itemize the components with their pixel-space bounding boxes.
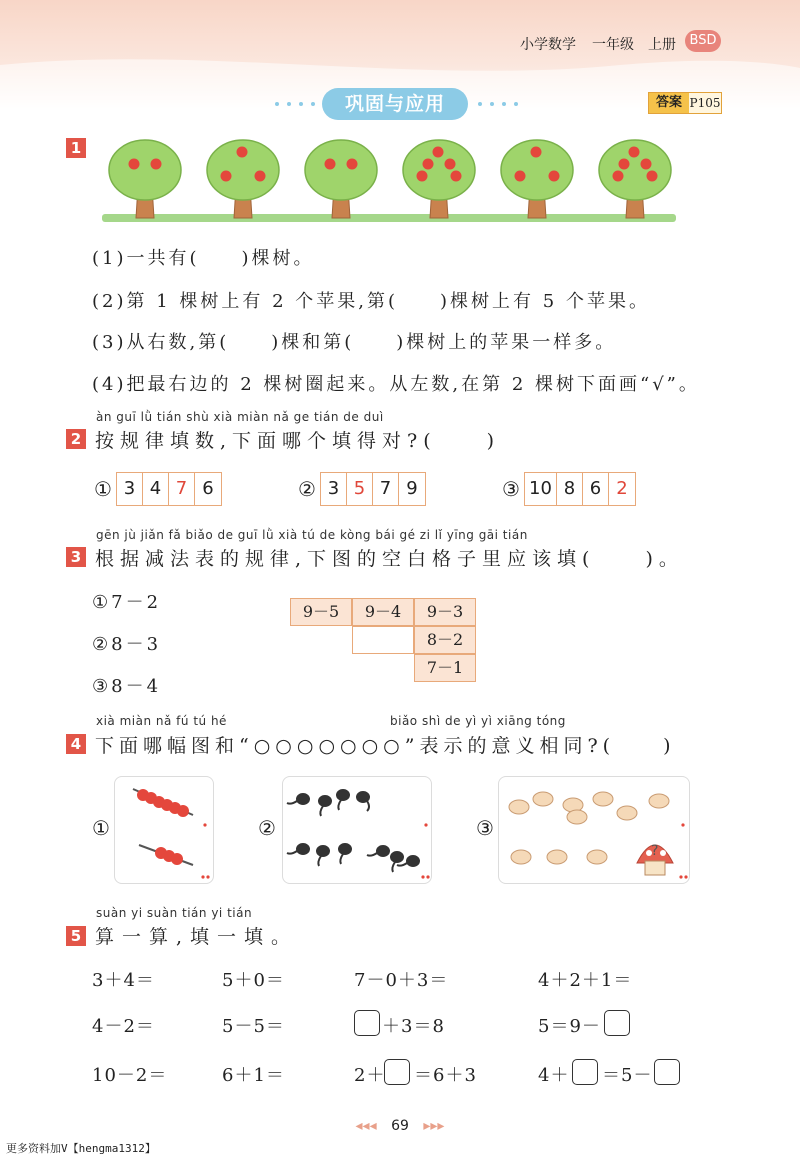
apple [417, 171, 428, 182]
banner-dot [287, 102, 291, 106]
sequence-number: 4 [143, 473, 169, 505]
section-banner: 巩固与应用 [322, 88, 468, 120]
apple [129, 159, 140, 170]
equation: 6＋1＝ [222, 1065, 285, 1086]
apple [515, 171, 526, 182]
picture-card-skewers[interactable] [114, 776, 214, 884]
apple [445, 159, 456, 170]
tadpole-illustration [283, 777, 433, 885]
sequence-number: 6 [583, 473, 609, 505]
apple [619, 159, 630, 170]
grass-strip [102, 214, 676, 222]
apple [221, 171, 232, 182]
equation: 2＋ [354, 1065, 386, 1086]
header-volume: 上册 [648, 37, 676, 53]
equation: 4＋2＋1＝ [538, 970, 633, 991]
equation: 4－2＝ [92, 1016, 155, 1037]
answer-box[interactable] [384, 1059, 410, 1085]
sequence-number: 6 [202, 478, 214, 499]
picture-card-tadpoles[interactable] [282, 776, 432, 884]
apple [613, 171, 624, 182]
arrow-left-icon: ◂◂◂ [355, 1118, 377, 1134]
sequence-number: 7 [169, 473, 195, 505]
option-mark: ① [94, 477, 112, 501]
sequence-number: 8 [557, 473, 583, 505]
arrow-right-icon: ▸▸▸ [423, 1118, 445, 1134]
page-number-row [0, 1118, 800, 1134]
table-cell: 8－2 [414, 626, 476, 654]
header-grade: 一年级 [592, 37, 634, 53]
equation: 4＋ [538, 1065, 570, 1086]
option-text: ③8－4 [92, 676, 162, 697]
answer-page: P105 [689, 96, 721, 110]
pinyin: biǎo shì de yì yì xiāng tóng [390, 714, 566, 728]
sequence-number: 3 [117, 473, 143, 505]
number-sequence [524, 472, 636, 506]
apple [151, 159, 162, 170]
q1-line: (2)第 1 棵树上有 2 个苹果,第( )棵树上有 5 个苹果。 [92, 291, 650, 312]
apple [647, 171, 658, 182]
equation: 10－2＝ [92, 1065, 168, 1086]
question-number: 3 [66, 547, 86, 567]
sequence-number: 10 [525, 473, 557, 505]
pinyin: xià miàn nǎ fú tú hé [96, 714, 227, 728]
question-number: 5 [66, 926, 86, 946]
picture-card-rabbits[interactable] [498, 776, 690, 884]
answer-reference[interactable] [648, 92, 722, 114]
equation: ＋3＝8 [382, 1016, 445, 1037]
question-text: 根据减法表的规律,下图的空白格子里应该填( )。 [95, 548, 684, 570]
sequence-number: 9 [406, 478, 418, 499]
apple [255, 171, 266, 182]
pinyin: àn guī lǜ tián shù xià miàn nǎ ge tián de duì [96, 410, 384, 424]
banner-dot [299, 102, 303, 106]
option-mark: ② [258, 816, 276, 840]
banner-dot [275, 102, 279, 106]
apple [549, 171, 560, 182]
option-text: ①7－2 [92, 592, 162, 613]
apple-tree [596, 134, 674, 224]
option-mark: ③ [502, 477, 520, 501]
apple [325, 159, 336, 170]
banner-dot [311, 102, 315, 106]
answer-box[interactable] [604, 1010, 630, 1036]
question-number: 4 [66, 734, 86, 754]
question-number: 2 [66, 429, 86, 449]
equation: 5－5＝ [222, 1016, 285, 1037]
table-cell: 9－4 [352, 598, 414, 626]
apple [237, 147, 248, 158]
answer-box[interactable] [572, 1059, 598, 1085]
edition-badge: BSD [685, 30, 721, 52]
header-subject: 小学数学 [520, 37, 576, 53]
banner-dot [478, 102, 482, 106]
table-cell: 9－3 [414, 598, 476, 626]
apple [433, 147, 444, 158]
apple [531, 147, 542, 158]
apple [451, 171, 462, 182]
question-text: 下面哪幅图和“○○○○○○○”表示的意义相同?( ) [95, 735, 676, 757]
equation: ＝5－ [602, 1065, 653, 1086]
equation: ＝6＋3 [414, 1065, 477, 1086]
apple [347, 159, 358, 170]
apple-tree [106, 134, 184, 224]
answer-box[interactable] [354, 1010, 380, 1036]
skewer-illustration [115, 777, 215, 885]
equation: 7－0＋3＝ [354, 970, 449, 991]
footer-note: 更多资料加V【hengma1312】 [6, 1142, 156, 1155]
sequence-number: 2 [616, 478, 628, 499]
pinyin: suàn yi suàn tián yi tián [96, 906, 253, 920]
equation: 5＋0＝ [222, 970, 285, 991]
option-mark: ② [298, 477, 316, 501]
blank-cell[interactable] [352, 626, 414, 654]
q1-line: (3)从右数,第( )棵和第( )棵树上的苹果一样多。 [92, 332, 617, 353]
option-mark: ① [92, 816, 110, 840]
apple-tree [302, 134, 380, 224]
sequence-number: 7 [373, 473, 399, 505]
option-text: ②8－3 [92, 634, 162, 655]
option-mark: ③ [476, 816, 494, 840]
pinyin: gēn jù jiǎn fǎ biǎo de guī lǜ xià tú de kòng bái gé zi lǐ yīng gāi tián [96, 528, 528, 542]
question-mark-icon: ? [651, 843, 659, 859]
apple-tree [400, 134, 478, 224]
number-sequence [116, 472, 222, 506]
table-cell: 9－5 [290, 598, 352, 626]
banner-dot [502, 102, 506, 106]
rabbit-illustration [499, 777, 691, 885]
apple [629, 147, 640, 158]
sequence-number: 3 [321, 473, 347, 505]
apple [641, 159, 652, 170]
question-text: 算一算,填一填。 [95, 926, 299, 948]
answer-label: 答案 [649, 93, 689, 113]
q1-line: (1)一共有( )棵树。 [92, 248, 315, 269]
apple [423, 159, 434, 170]
page-number: 69 [391, 1118, 409, 1134]
question-number: 1 [66, 138, 86, 158]
number-sequence [320, 472, 426, 506]
equation: 3＋4＝ [92, 970, 155, 991]
answer-box[interactable] [654, 1059, 680, 1085]
sequence-number: 5 [347, 473, 373, 505]
banner-dot [514, 102, 518, 106]
table-cell: 7－1 [414, 654, 476, 682]
apple-tree [498, 134, 576, 224]
equation: 5＝9－ [538, 1016, 601, 1037]
apple-tree [204, 134, 282, 224]
question-text: 按规律填数,下面哪个填得对?( ) [95, 430, 501, 452]
q1-line: (4)把最右边的 2 棵树圈起来。从左数,在第 2 棵树下面画“√”。 [92, 374, 700, 395]
banner-dot [490, 102, 494, 106]
